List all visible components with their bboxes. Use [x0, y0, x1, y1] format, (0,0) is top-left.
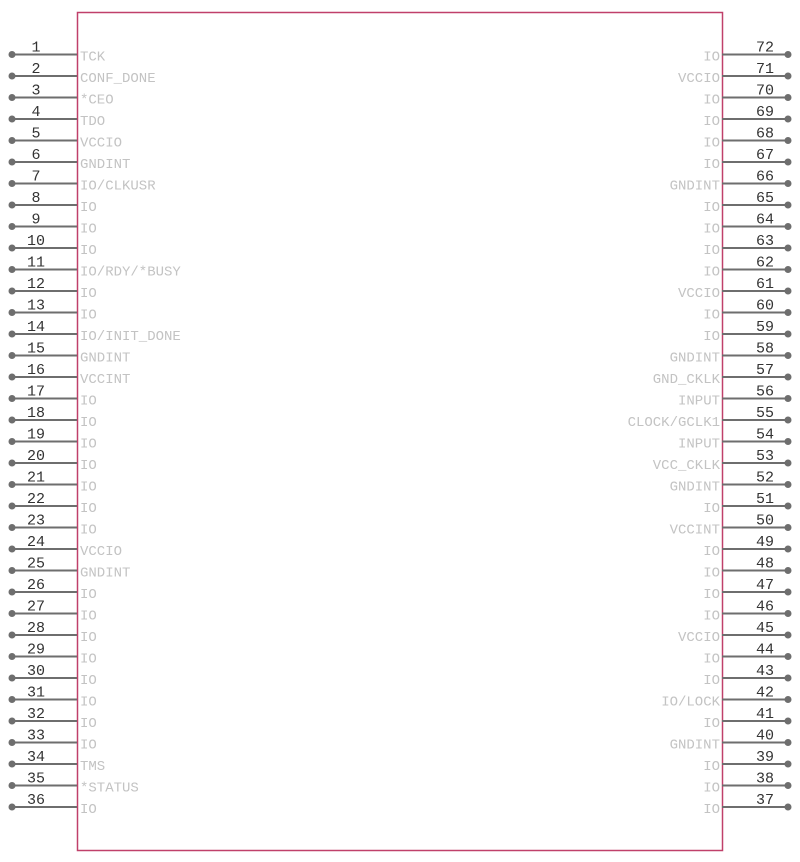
pin-name: IO — [80, 200, 97, 216]
pin-endpoint — [785, 696, 792, 703]
pin-number: 8 — [31, 190, 41, 207]
pin-number: 13 — [26, 297, 46, 315]
pin-number: 41 — [755, 706, 775, 723]
pin-endpoint — [9, 202, 16, 209]
pin-name: IO — [80, 393, 97, 410]
pin-endpoint — [9, 782, 16, 789]
pin-name: *STATUS — [80, 780, 139, 797]
pin-endpoint — [785, 159, 792, 166]
pin-name: TMS — [80, 759, 106, 775]
left-pin-group — [9, 40, 182, 819]
pin-name: GNDINT — [80, 565, 131, 582]
pin-endpoint — [785, 589, 792, 596]
pin-number: 10 — [26, 233, 46, 250]
pin-name: IO — [80, 522, 97, 539]
pin-number: 9 — [31, 211, 41, 229]
pin-name: IO — [80, 673, 97, 689]
pin-endpoint — [9, 739, 16, 746]
pin-endpoint — [785, 804, 792, 811]
pin-name: GNDINT — [80, 157, 131, 173]
pin-endpoint — [785, 94, 792, 101]
pin-number: 20 — [26, 448, 46, 465]
pin-endpoint — [9, 524, 16, 531]
pin-number: 66 — [755, 168, 775, 186]
pin-number: 21 — [26, 469, 46, 487]
pin-name: IO — [80, 737, 97, 754]
pin-number: 59 — [755, 319, 775, 336]
pin-name: GNDINT — [669, 178, 720, 195]
pin-name: GNDINT — [669, 350, 720, 367]
pin-name: IO — [703, 243, 720, 259]
pin-number: 19 — [26, 426, 46, 444]
pin-name: IO — [80, 608, 97, 625]
pin-endpoint — [9, 288, 16, 295]
pin-endpoint — [9, 73, 16, 80]
pin-endpoint — [9, 804, 16, 811]
pin-number: 37 — [755, 792, 775, 809]
pin-endpoint — [785, 438, 792, 445]
pin-number: 70 — [755, 82, 775, 100]
pin-name: CONF_DONE — [80, 71, 156, 87]
pin-number: 24 — [26, 534, 46, 551]
pin-endpoint — [785, 374, 792, 381]
pin-name: IO — [80, 501, 97, 517]
pin-number: 38 — [755, 770, 775, 788]
pin-72 — [703, 40, 791, 66]
pin-name: IO — [80, 716, 97, 732]
pin-45 — [678, 620, 792, 646]
pin-number: 23 — [26, 512, 46, 530]
pin-endpoint — [9, 331, 16, 338]
pin-number: 47 — [755, 577, 775, 594]
pin-endpoint — [785, 116, 792, 123]
pin-number: 42 — [755, 684, 775, 702]
pin-endpoint — [785, 632, 792, 639]
pin-name: IO — [80, 630, 97, 646]
pin-number: 49 — [755, 534, 775, 551]
pin-name: VCCIO — [80, 544, 123, 560]
pin-name: IO — [703, 651, 720, 668]
pin-name: IO — [703, 114, 720, 130]
component-body — [78, 13, 723, 851]
pin-name: IO — [703, 135, 720, 152]
pin-name: IO/LOCK — [661, 694, 720, 711]
pin-number: 32 — [26, 706, 46, 723]
pin-name: IO — [703, 587, 720, 603]
pin-name: IO — [703, 329, 720, 345]
pin-endpoint — [9, 374, 16, 381]
pin-name: GNDINT — [669, 479, 720, 496]
pin-name: IO — [80, 436, 97, 453]
pin-1 — [9, 40, 106, 66]
pin-endpoint — [785, 288, 792, 295]
pin-name: IO — [80, 415, 97, 431]
pin-name: IO — [703, 673, 720, 689]
pin-endpoint — [785, 331, 792, 338]
pin-endpoint — [9, 460, 16, 467]
pin-number: 27 — [26, 598, 46, 616]
pin-endpoint — [9, 417, 16, 424]
pin-endpoint — [785, 653, 792, 660]
pin-name: IO — [80, 307, 97, 324]
pin-endpoint — [9, 137, 16, 144]
pin-number: 46 — [755, 598, 775, 616]
pin-number: 48 — [755, 555, 775, 573]
pin-number: 18 — [26, 405, 46, 422]
pin-name: IO/RDY/*BUSY — [80, 264, 181, 281]
pin-endpoint — [785, 51, 792, 58]
pin-endpoint — [9, 309, 16, 316]
pin-endpoint — [9, 352, 16, 359]
pin-number: 11 — [26, 254, 46, 272]
pin-endpoint — [785, 245, 792, 252]
pin-name: IO — [703, 92, 720, 109]
pin-endpoint — [785, 782, 792, 789]
pin-name: IO — [703, 759, 720, 775]
pin-name: VCCIO — [677, 286, 720, 302]
pin-number: 25 — [26, 555, 46, 573]
pin-number: 71 — [755, 61, 775, 78]
pin-endpoint — [785, 180, 792, 187]
pin-endpoint — [785, 567, 792, 574]
pin-name: IO — [703, 716, 720, 732]
pin-number: 57 — [755, 362, 775, 379]
pin-name: *CEO — [80, 92, 114, 109]
pin-endpoint — [9, 438, 16, 445]
pin-endpoint — [9, 653, 16, 660]
pin-endpoint — [9, 632, 16, 639]
pin-endpoint — [785, 352, 792, 359]
pin-number: 40 — [755, 727, 775, 745]
pin-name: GNDINT — [80, 350, 131, 367]
pin-endpoint — [9, 51, 16, 58]
pin-number: 31 — [26, 684, 46, 702]
pin-name: IO — [703, 780, 720, 797]
pin-endpoint — [785, 718, 792, 725]
pin-number: 6 — [31, 147, 41, 164]
pin-number: 52 — [755, 469, 775, 487]
pin-name: IO — [703, 157, 720, 173]
pin-number: 15 — [26, 340, 46, 358]
pin-endpoint — [9, 675, 16, 682]
pin-endpoint — [785, 481, 792, 488]
pin-number: 45 — [755, 620, 775, 637]
pin-name: IO — [80, 243, 97, 259]
pin-name: IO — [703, 200, 720, 216]
pin-71 — [678, 61, 792, 87]
pin-name: IO — [703, 608, 720, 625]
pin-number: 14 — [26, 319, 46, 336]
pin-endpoint — [9, 245, 16, 252]
pin-number: 17 — [26, 383, 46, 401]
pin-name: VCCINT — [669, 522, 720, 539]
pin-number: 72 — [755, 39, 775, 57]
pin-name: IO — [703, 307, 720, 324]
pin-name: INPUT — [677, 436, 720, 453]
pin-endpoint — [9, 610, 16, 617]
pin-number: 63 — [755, 233, 775, 250]
pin-number: 7 — [31, 168, 41, 186]
pin-endpoint — [785, 223, 792, 230]
pin-name: IO/CLKUSR — [80, 178, 156, 195]
pin-endpoint — [9, 116, 16, 123]
pin-number: 43 — [755, 663, 775, 680]
pin-endpoint — [785, 73, 792, 80]
pin-name: IO — [703, 565, 720, 582]
pin-endpoint — [9, 266, 16, 273]
pin-endpoint — [9, 567, 16, 574]
pin-number: 1 — [31, 39, 41, 57]
pin-number: 53 — [755, 448, 775, 465]
pin-number: 29 — [26, 641, 46, 659]
pin-name: TDO — [80, 114, 106, 130]
pin-name: IO — [703, 501, 720, 517]
pin-number: 65 — [755, 190, 775, 207]
pin-name: VCCIO — [677, 71, 720, 87]
pin-number: 28 — [26, 620, 46, 637]
pin-endpoint — [9, 546, 16, 553]
pin-endpoint — [9, 94, 16, 101]
pin-number: 67 — [755, 147, 775, 164]
pin-number: 68 — [755, 125, 775, 143]
pin-endpoint — [785, 503, 792, 510]
pin-number: 22 — [26, 491, 46, 508]
pin-name: IO — [80, 221, 97, 238]
pin-number: 64 — [755, 211, 775, 229]
pin-name: CLOCK/GCLK1 — [627, 415, 720, 431]
pin-number: 5 — [31, 125, 41, 143]
pin-endpoint — [785, 739, 792, 746]
pin-name: IO — [80, 651, 97, 668]
pin-name: IO — [703, 49, 720, 66]
pin-number: 26 — [26, 577, 46, 594]
pin-number: 3 — [31, 82, 41, 100]
pin-endpoint — [785, 761, 792, 768]
pin-endpoint — [9, 589, 16, 596]
pin-endpoint — [785, 137, 792, 144]
pin-endpoint — [9, 696, 16, 703]
pin-endpoint — [9, 718, 16, 725]
pin-name: INPUT — [677, 393, 720, 410]
pin-number: 36 — [26, 792, 46, 809]
pin-number: 62 — [755, 254, 775, 272]
pin-endpoint — [785, 675, 792, 682]
pin-name: IO — [80, 694, 97, 711]
pin-endpoint — [785, 395, 792, 402]
pin-number: 16 — [26, 362, 46, 379]
pin-number: 58 — [755, 340, 775, 358]
pin-name: IO — [80, 479, 97, 496]
pin-number: 34 — [26, 749, 46, 766]
pin-number: 60 — [755, 297, 775, 315]
pin-name: IO — [80, 587, 97, 603]
pin-endpoint — [785, 417, 792, 424]
pin-endpoint — [9, 223, 16, 230]
pin-number: 35 — [26, 770, 46, 788]
pin-number: 55 — [755, 405, 775, 422]
pin-name: VCCIO — [677, 630, 720, 646]
pin-endpoint — [9, 180, 16, 187]
pin-name: TCK — [80, 49, 106, 66]
pin-number: 69 — [755, 104, 775, 121]
pin-number: 61 — [755, 276, 775, 293]
pin-endpoint — [785, 546, 792, 553]
pin-endpoint — [9, 503, 16, 510]
pin-endpoint — [9, 395, 16, 402]
pin-number: 12 — [26, 276, 46, 293]
pin-number: 51 — [755, 491, 775, 508]
pin-name: IO — [80, 286, 97, 302]
pin-endpoint — [785, 610, 792, 617]
pin-name: GND_CKLK — [652, 372, 720, 388]
pin-name: VCCIO — [80, 135, 123, 152]
pin-endpoint — [785, 266, 792, 273]
pin-name: IO — [703, 221, 720, 238]
pin-endpoint — [785, 202, 792, 209]
pin-number: 4 — [31, 104, 41, 121]
pin-number: 33 — [26, 727, 46, 745]
pin-endpoint — [9, 761, 16, 768]
pin-number: 2 — [31, 61, 41, 78]
pin-number: 44 — [755, 641, 775, 659]
pin-endpoint — [785, 309, 792, 316]
pin-24 — [9, 534, 123, 560]
pin-name: IO/INIT_DONE — [80, 329, 181, 345]
pin-name: IO — [703, 544, 720, 560]
pin-name: IO — [80, 802, 97, 818]
pin-number: 39 — [755, 749, 775, 766]
right-pin-group — [628, 40, 792, 819]
pin-endpoint — [9, 481, 16, 488]
pin-number: 56 — [755, 383, 775, 401]
pin-number: 30 — [26, 663, 46, 680]
pin-name: GNDINT — [669, 737, 720, 754]
pin-number: 50 — [755, 512, 775, 530]
pin-endpoint — [785, 460, 792, 467]
pin-name: IO — [703, 264, 720, 281]
pin-name: IO — [80, 458, 97, 474]
pin-name: VCCINT — [80, 372, 131, 388]
pin-endpoint — [785, 524, 792, 531]
pin-endpoint — [9, 159, 16, 166]
pin-name: VCC_CKLK — [652, 458, 720, 474]
pin-number: 54 — [755, 426, 775, 444]
pin-name: IO — [703, 802, 720, 818]
pin-61 — [678, 276, 792, 302]
